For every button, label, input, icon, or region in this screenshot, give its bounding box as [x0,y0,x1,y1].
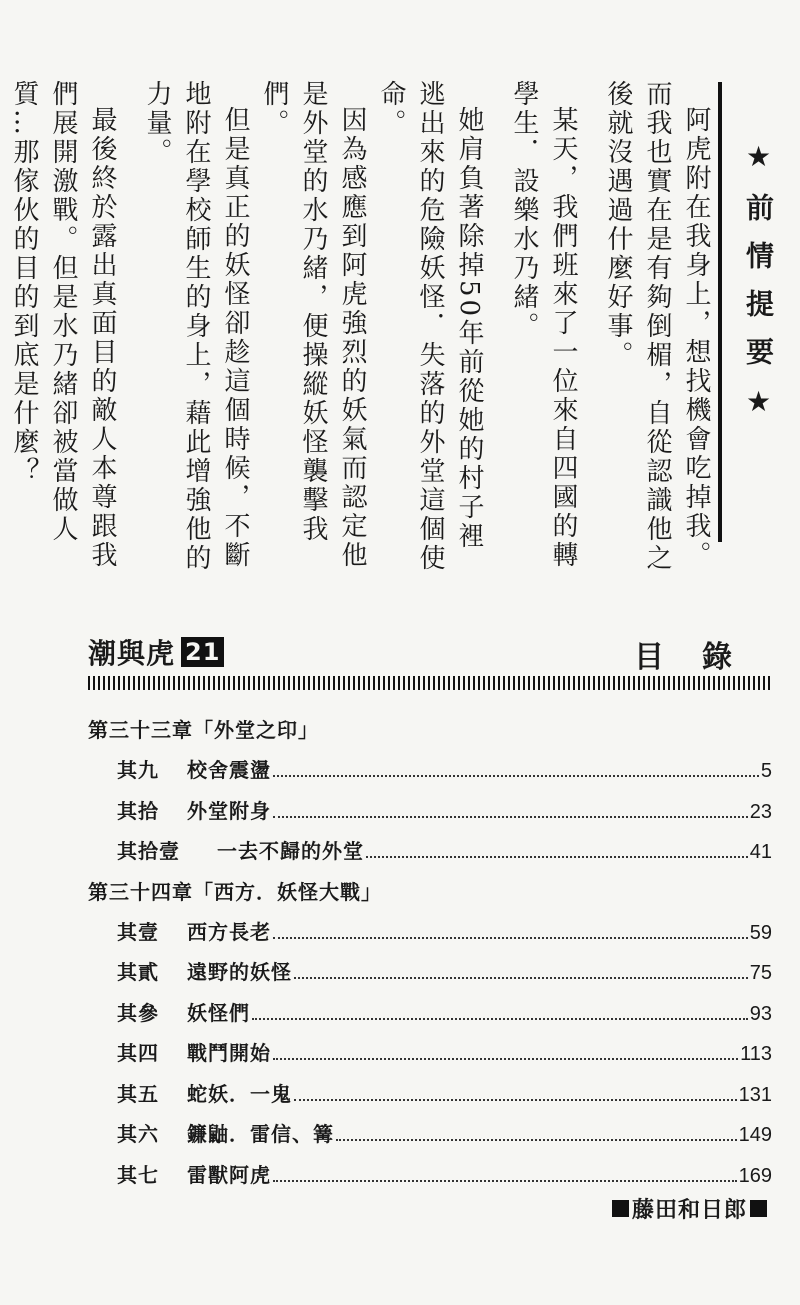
leader-dots [336,1139,737,1141]
chapter-heading: 第三十四章「西方．妖怪大戰」 [88,879,382,904]
toc-entry[interactable] [88,831,772,872]
entry-number: 其貳 [117,960,159,984]
synopsis-body [9,80,715,580]
chapter-heading: 第三十三章「外堂之印」 [88,718,319,742]
leader-dots [366,856,748,858]
entry-number: 其四 [117,1041,159,1065]
entry-page: 41 [749,841,772,863]
entry-page: 75 [749,962,772,984]
synopsis-paragraph: 阿虎附在我身上，想找機會吃掉我。而我也實在是有夠倒楣，自從認識他之後就沒遇過什麼好事。 [603,80,711,573]
decorative-rule [88,676,772,690]
entry-title: 鐮鼬．雷信、篝 [187,1122,334,1146]
leader-dots [252,1018,748,1020]
synopsis-paragraph: 某天，我們班來了一位來自四國的轉學生．設樂水乃緒。 [509,80,578,570]
toc-entry[interactable] [88,750,772,791]
star-icon: ★ [742,140,775,193]
synopsis-paragraph: 最後終於露出真面目的敵人本尊跟我們展開激戰。但是水乃緒卻被當做人質…那傢伙的目的到底是什麼？ [9,80,117,570]
volume-badge: 21 [181,637,224,667]
synopsis-paragraph: 但是真正的妖怪卻趁這個時候，不斷地附在學校師生的身上，藉此增強他的力量。 [142,80,250,573]
toc-entry[interactable] [88,1114,772,1155]
toc-entry[interactable] [88,1074,772,1115]
leader-dots [273,775,759,777]
square-icon [612,1200,629,1217]
entry-title: 一去不歸的外堂 [217,839,364,863]
entry-title: 戰鬥開始 [187,1041,271,1065]
toc-entry[interactable] [88,952,772,993]
entry-page: 59 [749,921,772,944]
synopsis-heading: ★前情提要★ [742,140,775,438]
heading-divider [718,82,722,542]
entry-title: 西方長老 [187,919,271,944]
entry-title: 雷獸阿虎 [187,1162,271,1187]
entry-title: 蛇妖．一鬼 [187,1081,292,1106]
entry-title: 妖怪們 [187,1000,250,1025]
entry-number: 其七 [117,1162,159,1187]
entry-page: 169 [738,1164,772,1187]
author-credit: 藤田和日郎 [609,1193,770,1224]
entry-page: 93 [749,1002,772,1025]
entry-page: 113 [740,1043,772,1065]
toc-entry[interactable] [88,993,772,1034]
leader-dots [294,1099,737,1101]
toc-entry[interactable] [88,1033,772,1074]
leader-dots [273,1180,737,1182]
synopsis-paragraph: 她肩負著除掉50年前從她的村子裡逃出來的危險妖怪．失落的外堂這個使命。 [376,80,484,573]
entry-number: 其參 [117,1000,159,1025]
star-icon: ★ [742,385,775,438]
entry-page: 5 [760,760,772,782]
entry-title: 校舍震盪 [187,758,271,782]
entry-number: 其拾壹 [117,839,180,863]
entry-title: 外堂附身 [187,798,271,823]
leader-dots [273,1058,738,1060]
toc-entry[interactable] [88,912,772,953]
toc-entry[interactable] [88,791,772,832]
entry-number: 其五 [117,1081,159,1106]
contents-title: 目錄 [634,640,770,675]
square-icon [750,1200,767,1217]
table-of-contents [88,710,772,1195]
series-title: 潮與虎 21 [88,632,224,672]
entry-number: 其九 [117,758,159,782]
entry-page: 131 [738,1083,772,1106]
leader-dots [273,816,748,818]
entry-number: 其壹 [117,919,159,944]
entry-number: 其六 [117,1122,159,1146]
entry-title: 遠野的妖怪 [187,960,292,984]
toc-entry[interactable] [88,1155,772,1196]
leader-dots [273,937,748,939]
entry-page: 23 [749,800,772,823]
entry-number: 其拾 [117,798,159,823]
synopsis-paragraph: 因為感應到阿虎強烈的妖氣而認定他是外堂的水乃緒，便操縱妖怪襲擊我們。 [259,80,367,570]
leader-dots [294,977,748,979]
entry-page: 149 [738,1124,772,1146]
